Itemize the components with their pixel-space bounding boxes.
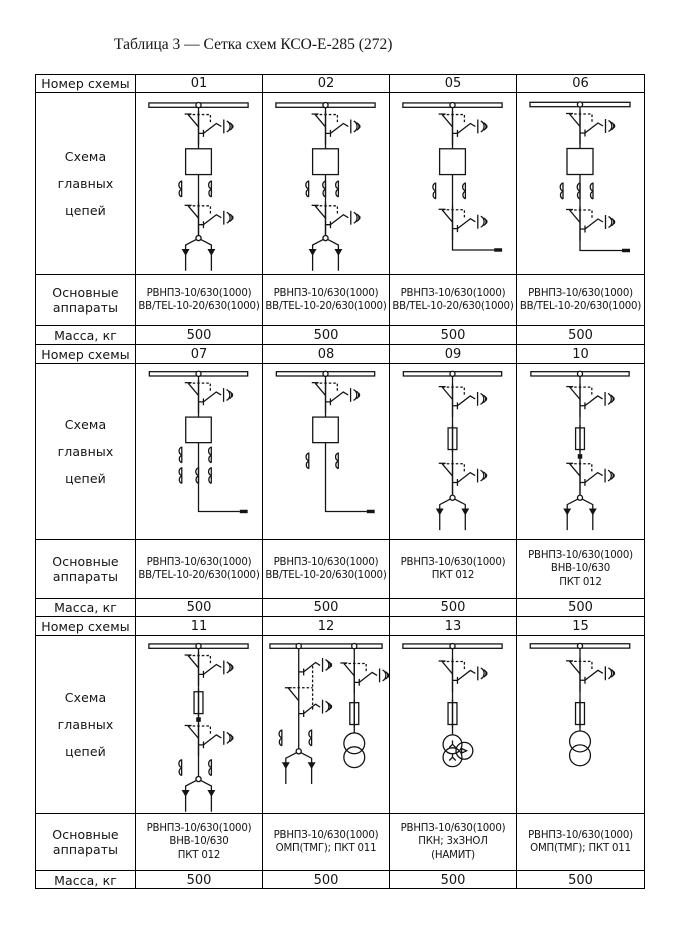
apparatus-line: BB/TEL-10-20/630(1000)	[265, 301, 387, 312]
row-label-line: Схема	[64, 690, 107, 705]
row-label-main-circuits	[36, 636, 136, 814]
apparatus-line: ОМП(ТМГ); ПКТ 011	[275, 843, 377, 854]
apparatus-line: РВНПЗ-10/630(1000)	[146, 287, 252, 299]
apparatus-cell-07	[136, 540, 263, 599]
scheme-diagram-15	[517, 636, 644, 813]
apparatus-line: BB/TEL-10-20/630(1000)	[519, 301, 642, 312]
mass-cell-06: 500	[517, 326, 644, 345]
row-label-main-circuits	[36, 364, 136, 540]
apparatus-cell-13	[390, 814, 517, 871]
scheme-diagram-05	[390, 93, 516, 274]
row-label-line: Схема	[64, 417, 107, 432]
scheme-diagram-02	[263, 93, 389, 274]
row-label-scheme-number: Номер схемы	[36, 75, 136, 93]
apparatus-cell-05	[390, 275, 517, 326]
apparatus-cell-15	[517, 814, 644, 871]
mass-cell-15: 500	[568, 872, 593, 888]
row-label-line: цепей	[65, 744, 106, 759]
mass-cell-12: 500	[263, 871, 390, 889]
apparatus-line: РВНПЗ-10/630(1000)	[528, 287, 633, 299]
apparatus-line: РВНПЗ-10/630(1000)	[400, 287, 506, 299]
apparatus-line: РВНПЗ-10/630(1000)	[273, 287, 379, 299]
table-title: Таблица 3 — Сетка схем КСО-Е-285 (272)	[114, 36, 393, 53]
mass-cell-02: 500	[263, 326, 390, 345]
scheme-number-05: 05	[390, 75, 517, 93]
apparatus-line: BB/TEL-10-20/630(1000)	[138, 570, 260, 581]
apparatus-line: РВНПЗ-10/630(1000)	[273, 829, 379, 841]
row-label-line: Схема	[64, 149, 107, 164]
scheme-diagram-07	[136, 364, 262, 539]
mass-cell-10: 500	[517, 599, 644, 617]
apparatus-cell-10	[517, 540, 644, 599]
scheme-grid-table	[35, 74, 645, 889]
mass-cell-13: 500	[390, 871, 517, 889]
row-label-scheme-number: Номер схемы	[36, 345, 136, 364]
scheme-number-15: 15	[517, 617, 644, 636]
scheme-number-02: 02	[263, 75, 390, 93]
row-label-line: аппараты	[52, 569, 119, 584]
scheme-number-07: 07	[136, 345, 263, 364]
apparatus-cell-08	[263, 540, 390, 599]
row-label-line: главных	[57, 717, 114, 732]
apparatus-line: РВНПЗ-10/630(1000)	[528, 829, 633, 841]
scheme-number-11: 11	[136, 617, 263, 636]
apparatus-line: РВНПЗ-10/630(1000)	[146, 823, 252, 835]
apparatus-cell-01	[136, 275, 263, 326]
row-label-apparatus	[36, 814, 136, 871]
scheme-diagram-12	[263, 636, 389, 813]
scheme-diagram-08	[263, 364, 389, 539]
scheme-number-09: 09	[390, 345, 517, 364]
row-label-line: Основные	[52, 554, 119, 569]
row-label-line: главных	[57, 176, 114, 191]
row-label-apparatus	[36, 275, 136, 326]
scheme-number-10: 10	[517, 345, 644, 364]
apparatus-line: РВНПЗ-10/630(1000)	[400, 823, 506, 835]
scheme-diagram-10	[517, 364, 644, 539]
row-label-mass: Масса, кг	[36, 599, 136, 617]
scheme-number-12: 12	[263, 617, 390, 636]
apparatus-line: (НАМИТ)	[431, 849, 475, 861]
mass-cell-08: 500	[263, 599, 390, 617]
apparatus-line: ПКТ 012	[177, 849, 221, 861]
apparatus-line: ПКТ 012	[559, 576, 602, 588]
row-label-line: аппараты	[52, 842, 119, 857]
row-label-line: цепей	[65, 203, 106, 218]
row-label-mass: Масса, кг	[36, 326, 136, 345]
row-label-mass: Масса, кг	[36, 871, 136, 889]
apparatus-cell-09	[390, 540, 517, 599]
apparatus-line: РВНПЗ-10/630(1000)	[146, 556, 252, 568]
scheme-number-13: 13	[390, 617, 517, 636]
apparatus-line: ОМП(ТМГ); ПКТ 011	[530, 843, 631, 854]
scheme-number-08: 08	[263, 345, 390, 364]
scheme-number-06: 06	[517, 75, 644, 93]
scheme-diagram-09	[390, 364, 516, 539]
row-label-apparatus	[36, 540, 136, 599]
mass-cell-07: 500	[136, 599, 263, 617]
apparatus-line: BB/TEL-10-20/630(1000)	[392, 301, 514, 312]
apparatus-line: ПКТ 012	[431, 570, 475, 581]
row-label-line: Основные	[52, 827, 119, 842]
scheme-diagram-13	[390, 636, 516, 813]
scheme-diagram-01	[136, 93, 262, 274]
apparatus-cell-11	[136, 814, 263, 871]
mass-cell-05: 500	[390, 326, 517, 345]
mass-cell-11: 500	[136, 871, 263, 889]
mass-cell-09: 500	[390, 599, 517, 617]
apparatus-line: РВНПЗ-10/630(1000)	[528, 550, 633, 562]
scheme-diagram-11	[136, 636, 262, 813]
apparatus-line: РВНПЗ-10/630(1000)	[400, 556, 506, 568]
apparatus-cell-02	[263, 275, 390, 326]
apparatus-line: BB/TEL-10-20/630(1000)	[265, 570, 387, 581]
mass-cell-01: 500	[136, 326, 263, 345]
scheme-diagram-06	[517, 93, 644, 274]
apparatus-line: BB/TEL-10-20/630(1000)	[138, 301, 260, 312]
apparatus-line: ВНВ-10/630	[550, 563, 611, 575]
row-label-main-circuits	[36, 93, 136, 275]
row-label-scheme-number: Номер схемы	[36, 617, 136, 636]
row-label-line: цепей	[65, 471, 106, 486]
apparatus-cell-06	[517, 275, 644, 326]
apparatus-line: РВНПЗ-10/630(1000)	[273, 556, 379, 568]
apparatus-cell-12	[263, 814, 390, 871]
scheme-number-01: 01	[136, 75, 263, 93]
apparatus-line: ПКН; 3хЗНОЛ	[418, 836, 488, 848]
row-label-line: главных	[57, 444, 114, 459]
apparatus-line: ВНВ-10/630	[169, 836, 229, 848]
row-label-line: аппараты	[52, 300, 119, 315]
row-label-line: Основные	[52, 285, 119, 300]
